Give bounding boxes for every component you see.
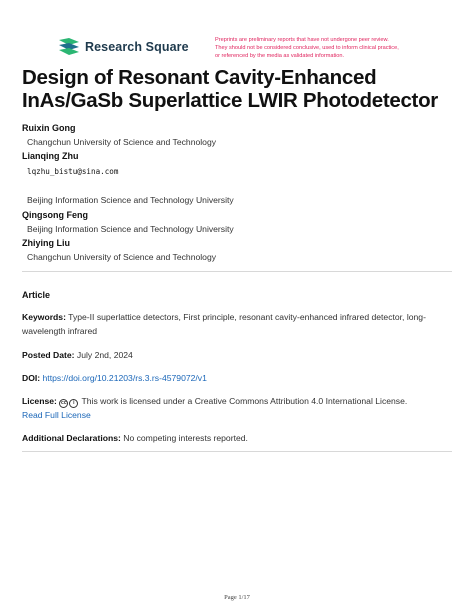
author-email[interactable]: lqzhu_bistu@sina.com	[27, 167, 119, 176]
page-number: Page 1/17	[224, 594, 250, 601]
author-name[interactable]: Qingsong Feng	[22, 210, 88, 220]
author-name[interactable]: Lianqing Zhu	[22, 151, 79, 161]
by-icon: i	[69, 399, 78, 408]
keywords-label: Keywords:	[22, 312, 66, 322]
doi-label: DOI:	[22, 373, 41, 383]
doi-link[interactable]: https://doi.org/10.21203/rs.3.rs-4579072/v1	[42, 373, 207, 383]
license	[22, 394, 454, 422]
posted-date-value: July 2nd, 2024	[76, 350, 133, 360]
additional-declarations	[22, 431, 454, 445]
author-name[interactable]: Ruixin Gong	[22, 123, 76, 133]
preprint-disclaimer	[215, 36, 455, 60]
author-affiliation: Beijing Information Science and Technology University	[27, 195, 234, 205]
author-name[interactable]: Zhiying Liu	[22, 238, 70, 248]
author-affiliation: Changchun University of Science and Technology	[27, 137, 217, 147]
declarations-label: Additional Declarations:	[22, 433, 121, 443]
disclaimer-line: Preprints are preliminary reports that have not undergone peer review.	[215, 37, 389, 43]
research-square-logo-icon	[57, 37, 81, 57]
posted-date-label: Posted Date:	[22, 350, 75, 360]
article-type: Article	[22, 290, 51, 300]
author-affiliation: Changchun University of Science and Technology	[27, 252, 217, 262]
license-text: This work is licensed under a Creative Commons Attribution 4.0 International License.	[81, 396, 408, 406]
author-affiliation: Beijing Information Science and Technology University	[27, 224, 234, 234]
cc-icon: cc	[60, 400, 67, 406]
posted-date	[22, 348, 454, 362]
declarations-value: No competing interests reported.	[123, 433, 248, 443]
doi	[22, 371, 454, 385]
paper-title: Design of Resonant Cavity-Enhanced InAs/GaSb Superlattice LWIR Photodetector	[22, 66, 438, 112]
disclaimer-line: They should not be considered conclusive, used to inform clinical practice,	[215, 45, 399, 51]
research-square-logo[interactable]	[57, 36, 189, 58]
license-label: License:	[22, 396, 57, 406]
keywords	[22, 310, 454, 338]
divider	[22, 271, 452, 272]
logo-text: Research Square	[85, 40, 189, 54]
keywords-value: Type-II superlattice detectors, First principle, resonant cavity-enhanced infrared detector, long-wavelength infrared	[22, 312, 426, 336]
divider	[22, 451, 452, 452]
disclaimer-line: or referenced by the media as validated information.	[215, 53, 345, 59]
read-full-license-link[interactable]: Read Full License	[22, 410, 91, 420]
